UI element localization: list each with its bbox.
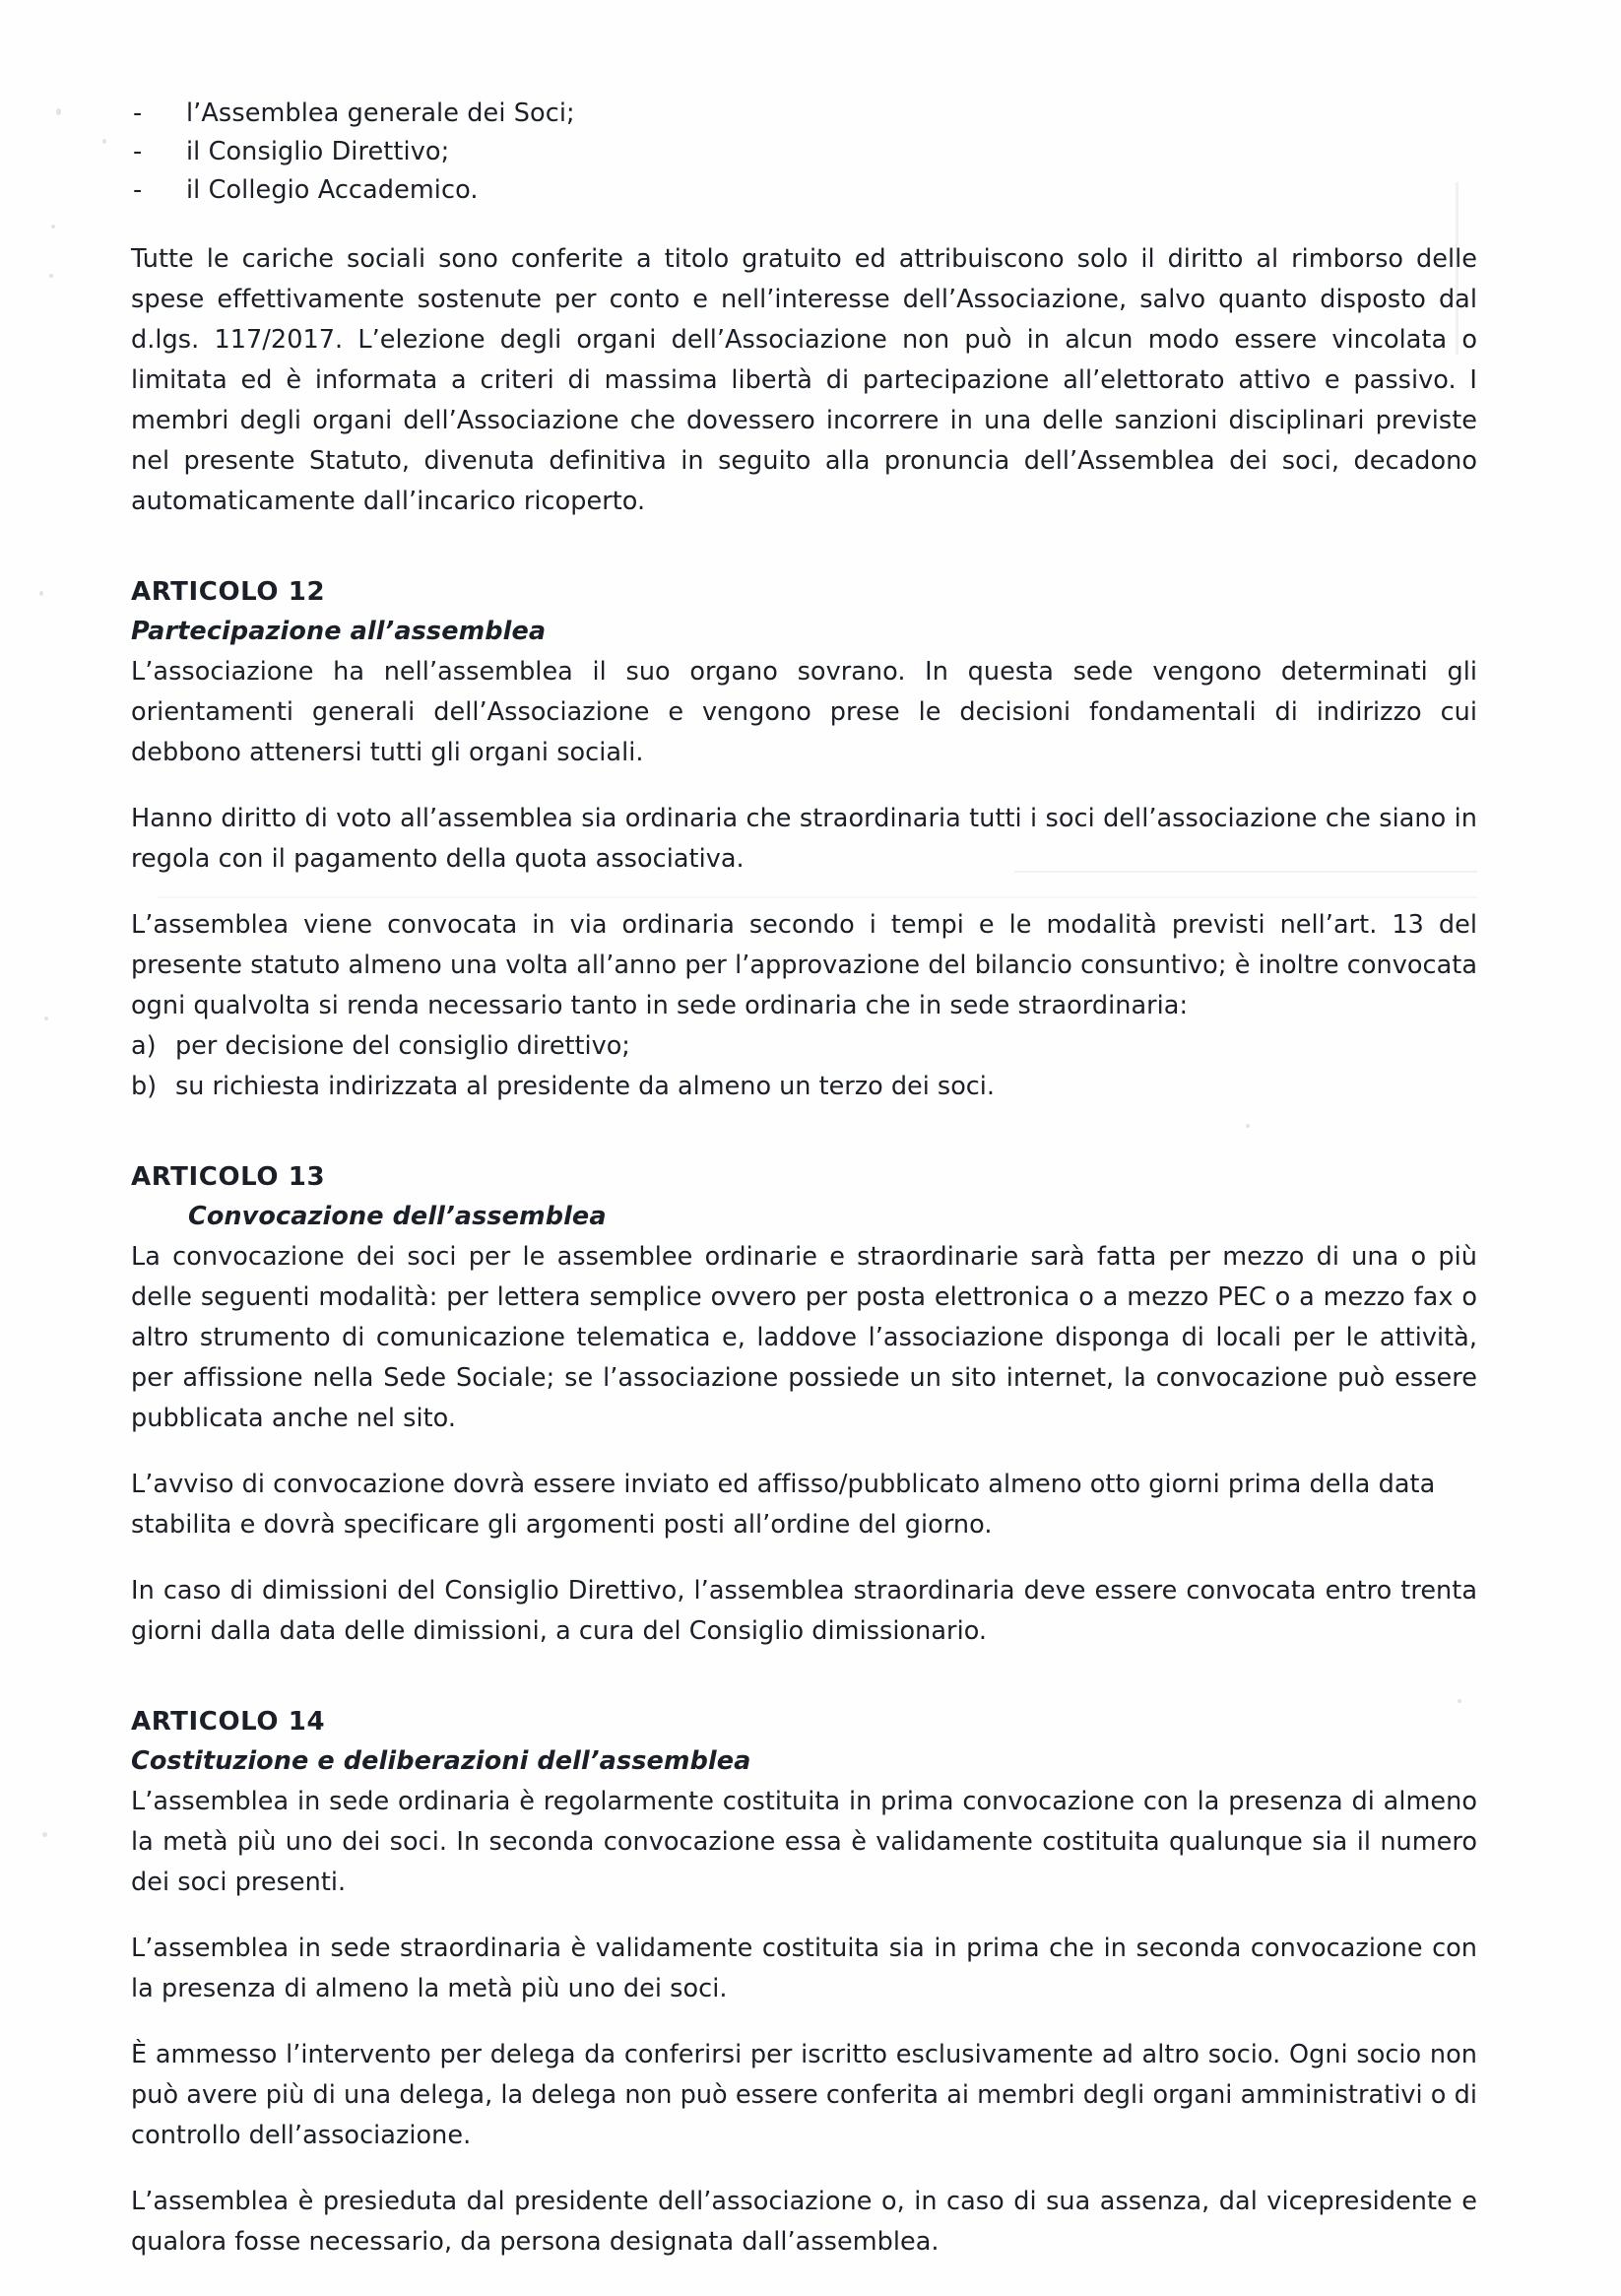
list-item [131,171,1477,210]
article-12-subtitle: Partecipazione all’assemblea [131,617,547,646]
organs-list [131,95,1477,210]
article-13-paragraph-3: In caso di dimissioni del Consiglio Direttivo, l’assemblea straordinaria deve essere convocata entro trenta giorni dalla data delle dimissioni, a cura del Consiglio dimissionario. [131,1576,1477,1646]
article-14-paragraph-3: È ammesso l’intervento per delega da conferirsi per iscritto esclusivamente ad altro socio. Ogni socio non può avere più di una delega, la delega non può essere conferita ai membri degli organi amministrativi o di controllo dell’associazione. [131,2040,1477,2150]
list-item-label: il Consiglio Direttivo; [186,137,450,166]
list-item [131,1026,1477,1067]
dash-marker: - [133,137,143,166]
list-item-label: il Collegio Accademico. [186,175,479,205]
article-13-subtitle: Convocazione dell’assemblea [188,1202,607,1231]
scan-speck [44,1017,48,1020]
article-12-paragraph-2: Hanno diritto di voto all’assemblea sia ordinaria che straordinaria tutti i soci dell’associazione che siano in regola con il pagamento della quota associativa. [131,804,1477,874]
list-item [131,1067,1477,1107]
scan-speck [49,274,53,278]
scan-speck [39,591,43,596]
scan-speck [56,108,61,115]
article-14-paragraph-1: L’assemblea in sede ordinaria è regolarmente costituita in prima convocazione con la presenza di almeno la metà più uno dei soci. In seconda convocazione essa è validamente costituita qualunque sia il numero dei soci presenti. [131,1787,1477,1897]
list-item-label: l’Assemblea generale dei Soci; [186,98,575,128]
article-14-heading: ARTICOLO 14 [131,1707,326,1737]
intro-paragraph: Tutte le cariche sociali sono conferite a titolo gratuito ed attribuiscono solo il diritto al rimborso delle spese effettivamente sostenute per conto e nell’interesse dell’Associazione, salvo quanto disposto dal d.lgs. 117/2017. L’elezione degli organi dell’Associazione non può in alcun modo essere vincolata o limitata ed è informata a criteri di massima libertà di partecipazione all’elettorato attivo e passivo. I membri degli organi dell’Associazione che dovessero incorrere in una delle sanzioni disciplinari previste nel presente Statuto, divenuta definitiva in seguito alla pronuncia dell’Assemblea dei soci, decadono automaticamente dall’incarico ricoperto. [131,244,1477,516]
article-13-paragraph-2: L’avviso di convocazione dovrà essere inviato ed affisso/pubblicato almeno otto giorni prima della data stabilita e dovrà specificare gli argomenti posti all’ordine del giorno. [131,1470,1436,1540]
article-14-paragraph-4: L’assemblea è presieduta dal presidente dell’associazione o, in caso di sua assenza, dal vicepresidente e qualora fosse necessario, da persona designata dall’assemblea. [131,2187,1477,2257]
list-item [131,95,1477,133]
list-item-marker: a) [131,1031,157,1061]
list-item-label: per decisione del consiglio direttivo; [175,1031,630,1061]
list-item [131,133,1477,171]
article-12-heading: ARTICOLO 12 [131,577,326,607]
dash-marker: - [133,175,143,205]
list-item-marker: b) [131,1072,158,1101]
article-12-paragraph-1: L’associazione ha nell’assemblea il suo organo sovrano. In questa sede vengono determinati gli orientamenti generali dell’Associazione e vengono prese le decisioni fondamentali di indirizzo cui debbono attenersi tutti gli organi sociali. [131,657,1477,767]
article-13-heading: ARTICOLO 13 [131,1162,326,1192]
article-12-paragraph-3: L’assemblea viene convocata in via ordinaria secondo i tempi e le modalità previsti nell’art. 13 del presente statuto almeno una volta all’anno per l’approvazione del bilancio consuntivo; è inoltre convocata ogni qualvolta si renda necessario tanto in sede ordinaria che in sede straordinaria: [131,910,1477,1020]
document-body [131,95,1477,2263]
article-13-paragraph-1: La convocazione dei soci per le assemblee ordinarie e straordinarie sarà fatta per mezzo di una o più delle seguenti modalità: per lettera semplice ovvero per posta elettronica o a mezzo PEC o a mezzo fax o altro strumento di comunicazione telematica e, laddove l’associazione disponga di locali per le attività, per affissione nella Sede Sociale; se l’associazione possiede un sito internet, la convocazione può essere pubblicata anche nel sito. [131,1242,1477,1433]
article-14-subtitle: Costituzione e deliberazioni dell’assemblea [131,1746,751,1776]
article-14-paragraph-2: L’assemblea in sede straordinaria è validamente costituita sia in prima che in seconda convocazione con la presenza di almeno la metà più uno dei soci. [131,1934,1477,2003]
scan-speck [102,139,106,144]
dash-marker: - [133,98,143,128]
article-12-sub-items [131,1026,1477,1107]
list-item-label: su richiesta indirizzata al presidente da almeno un terzo dei soci. [175,1072,995,1101]
scan-speck [42,1832,47,1837]
scan-speck [51,225,55,229]
